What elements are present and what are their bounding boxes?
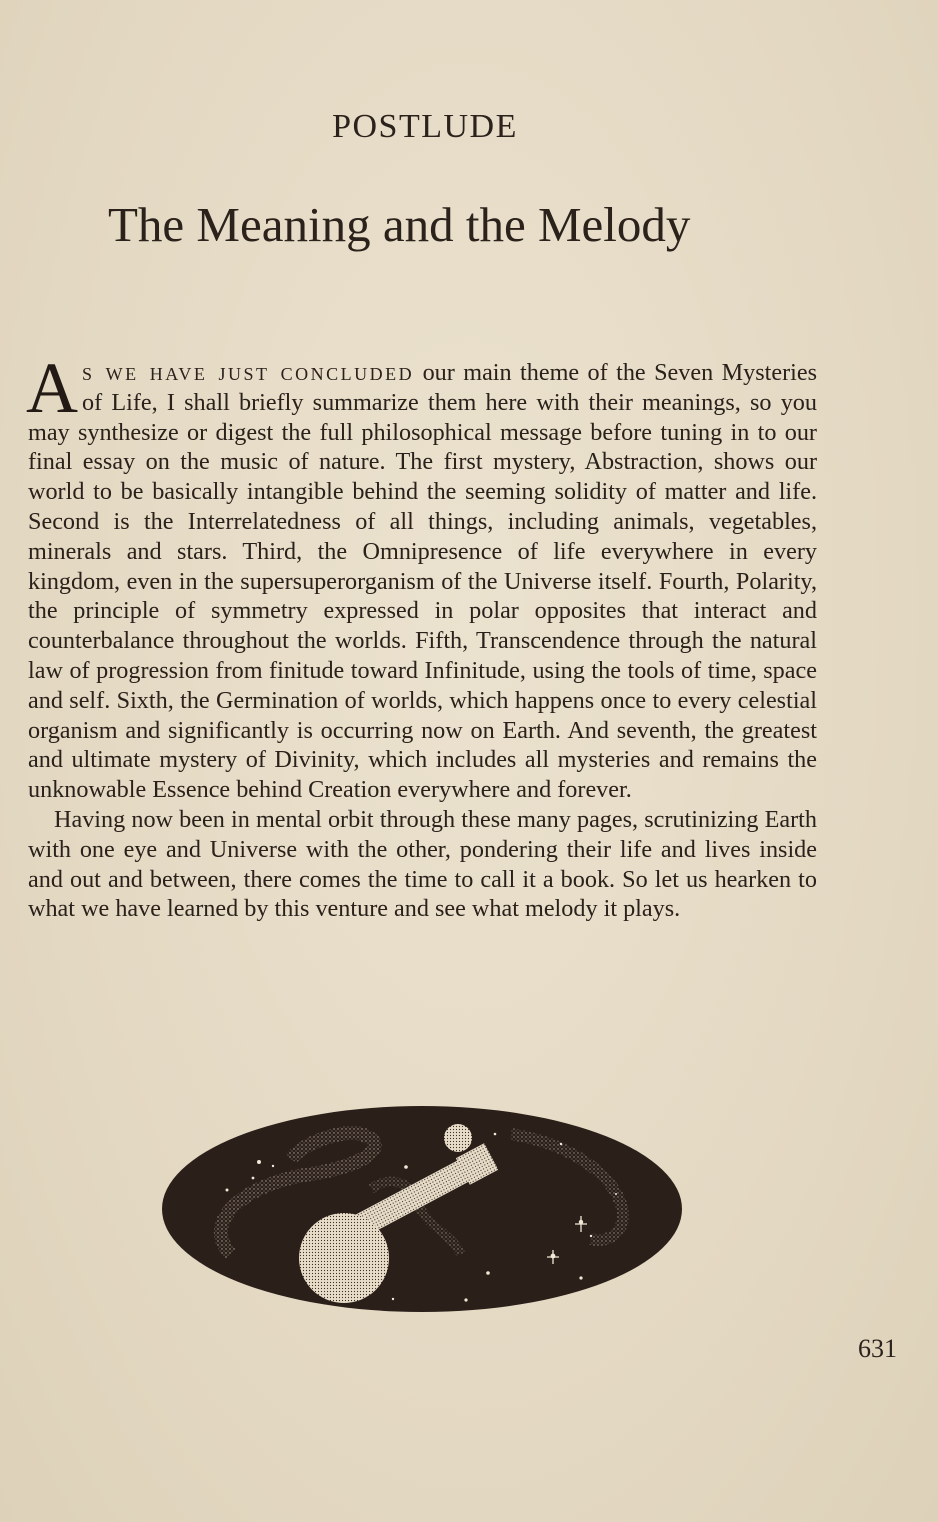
small-caps-lead: s we have just concluded xyxy=(82,359,415,386)
chapter-title: The Meaning and the Melody xyxy=(108,197,691,252)
paragraph-1-text: our main theme of the Seven Mysteries of Life, I shall briefly summarize them here with their meanings, so you may synthesize or digest the full philosophical message before tuning in to our final essay on the music of nature. The first mystery, Abstraction, shows our world to be basically intangible behind the seeming solidity of matter and life. Second is the Interrelatedness of all things, including animals, vegetables, minerals and stars. Third, the Omnipresence of life everywhere in every kingdom, even in the supersuperorganism of the Universe itself. Fourth, Polarity, the principle of symmetry expressed in polar opposites that interact and counterbalance throughout the worlds. Fifth, Transcendence through the natural law of progression from finitude toward Infinitude, using the tools of time, space and self. Sixth, the Germination of worlds, which happens once to every celestial organism and significantly is occurring now on Earth. And seventh, the greatest and ultimate mystery of Divinity, which includes all mysteries and remains the unknowable Essence behind Creation everywhere and forever. xyxy=(28,359,817,804)
page-number: 631 xyxy=(858,1334,897,1363)
paragraph-2-text: Having now been in mental orbit through these many pages, scrutinizing Earth with one eye and Universe with the other, pondering their life and lives inside and out and between, there comes the time to call it a book. So let us hearken to what we have learned by this venture and see what melody it plays. xyxy=(28,805,817,923)
paragraph-1 xyxy=(26,348,817,805)
drop-cap: A xyxy=(26,348,78,428)
section-label: POSTLUDE xyxy=(332,108,518,145)
guitar-body-planet xyxy=(299,1213,389,1303)
body-text xyxy=(26,348,817,924)
small-moon xyxy=(444,1124,472,1152)
paragraph-2 xyxy=(28,805,817,924)
cosmic-guitar-illustration xyxy=(161,1104,683,1314)
